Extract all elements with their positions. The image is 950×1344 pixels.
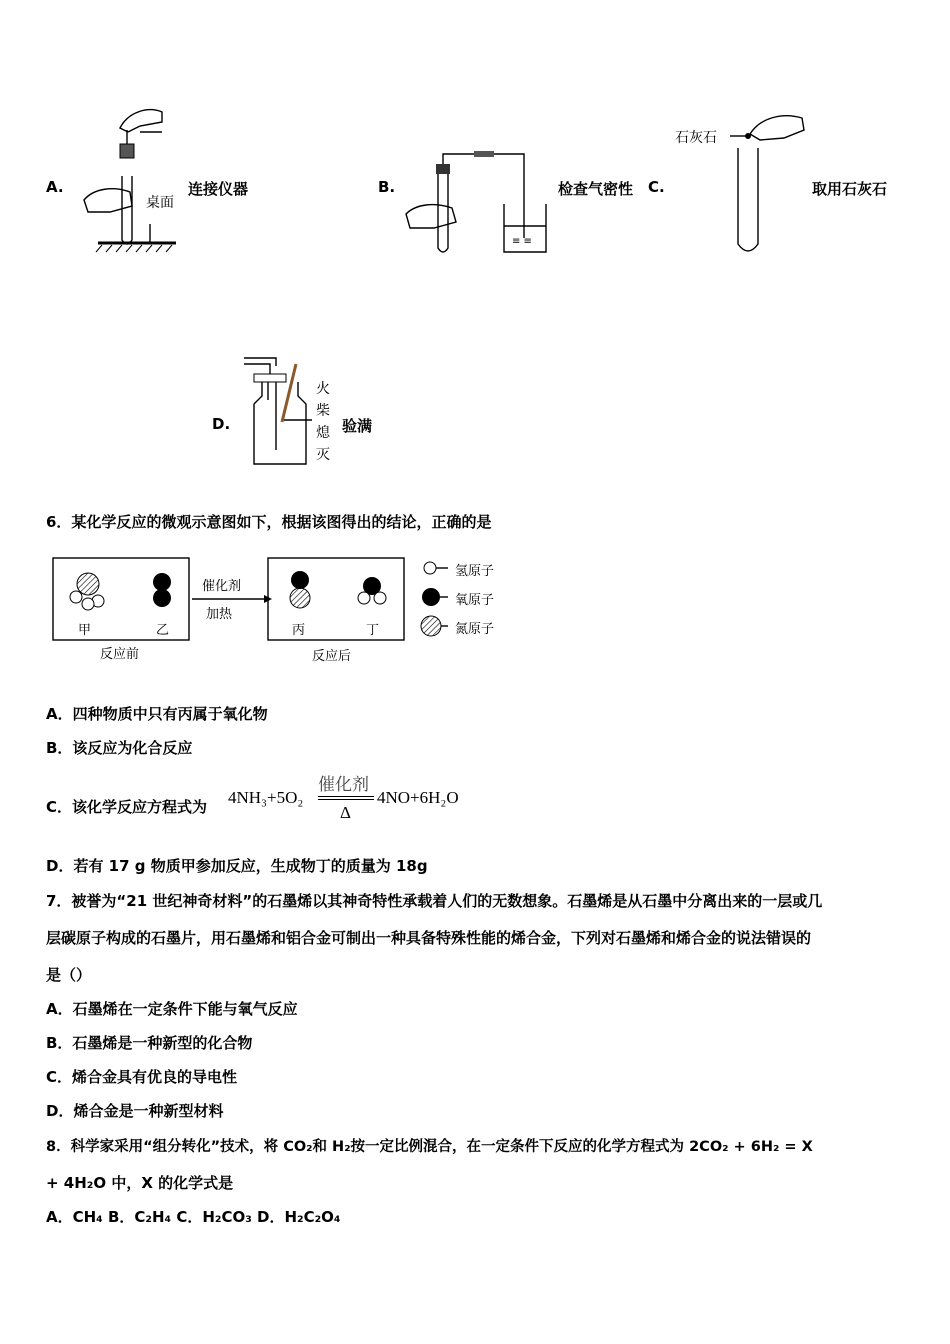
before-label: 反应前 bbox=[100, 647, 140, 662]
option-a-text: 连接仪器 bbox=[188, 180, 249, 198]
q7-option-a: A．石墨烯在一定条件下能与氧气反应 bbox=[46, 1000, 298, 1018]
svg-text:≡ ≡: ≡ ≡ bbox=[512, 236, 532, 247]
jia-label: 甲 bbox=[78, 623, 92, 638]
equation-left: 4NH₃+5O₂ bbox=[228, 788, 304, 807]
after-label: 反应后 bbox=[312, 649, 352, 664]
equation-condition-top: 催化剂 bbox=[318, 775, 369, 794]
legend-nitrogen: 氮原子 bbox=[455, 622, 495, 637]
q6-option-a: A．四种物质中只有丙属于氧化物 bbox=[46, 705, 268, 723]
q6-stem: 6．某化学反应的微观示意图如下，根据该图得出的结论，正确的是 bbox=[46, 513, 492, 531]
option-b-text: 检查气密性 bbox=[558, 180, 634, 198]
figure-take-limestone bbox=[730, 110, 810, 260]
equation-right: 4NO+6H₂O bbox=[377, 788, 459, 807]
legend-oxygen: 氧原子 bbox=[455, 593, 495, 608]
q7-option-c: C．烯合金具有优良的导电性 bbox=[46, 1068, 238, 1086]
q8-stem-line2: + 4H₂O 中，X 的化学式是 bbox=[46, 1174, 234, 1192]
option-c-letter: C. bbox=[648, 178, 665, 196]
legend-hydrogen: 氢原子 bbox=[455, 564, 495, 579]
q6-option-c: C．该化学反应方程式为 bbox=[46, 798, 208, 816]
equation-condition-bottom: Δ bbox=[340, 803, 351, 822]
equation-arrow-line bbox=[318, 796, 374, 797]
option-c-text: 取用石灰石 bbox=[812, 180, 888, 198]
table-label: 桌面 bbox=[146, 195, 174, 211]
option-b-letter: B. bbox=[378, 178, 396, 196]
figure-airtightness-check bbox=[400, 148, 560, 258]
match-label: 火 柴 熄 灭 bbox=[316, 381, 330, 463]
q7-stem-line3: 是（） bbox=[46, 966, 92, 984]
ding-label: 丁 bbox=[366, 623, 380, 638]
q6-option-d: D．若有 17 g 物质甲参加反应，生成物丁的质量为 18g bbox=[46, 857, 428, 875]
q7-stem-line1: 7．被誉为“21 世纪神奇材料”的石墨烯以其神奇特性承载着人们的无数想象。石墨烯是从石墨中分离出来的一层或几 bbox=[46, 892, 823, 910]
option-d-text: 验满 bbox=[342, 417, 373, 435]
q8-options: A．CH₄ B．C₂H₄ C．H₂CO₃ D．H₂C₂O₄ bbox=[46, 1208, 341, 1226]
option-a-letter: A. bbox=[46, 178, 64, 196]
yi-label: 乙 bbox=[156, 623, 170, 638]
bing-label: 丙 bbox=[292, 623, 306, 638]
q8-stem-line1: 8．科学家采用“组分转化”技术，将 CO₂和 H₂按一定比例混合，在一定条件下反应的化学方程式为 2CO₂ + 6H₂ = X bbox=[46, 1139, 813, 1155]
catalyst-label: 催化剂 bbox=[202, 579, 242, 594]
figure-connect-apparatus bbox=[80, 100, 180, 260]
equation-arrow-line-2 bbox=[318, 799, 374, 800]
limestone-label: 石灰石 bbox=[675, 130, 717, 146]
q7-option-d: D．烯合金是一种新型材料 bbox=[46, 1102, 224, 1120]
q7-option-b: B．石墨烯是一种新型的化合物 bbox=[46, 1034, 253, 1052]
heat-label: 加热 bbox=[206, 607, 233, 622]
q7-stem-line2: 层碳原子构成的石墨片，用石墨烯和铝合金可制出一种具备特殊性能的烯合金，下列对石墨烯和烯合金的说法错误的 bbox=[46, 929, 812, 947]
option-d-letter: D. bbox=[212, 415, 231, 433]
q6-option-b: B．该反应为化合反应 bbox=[46, 739, 193, 757]
